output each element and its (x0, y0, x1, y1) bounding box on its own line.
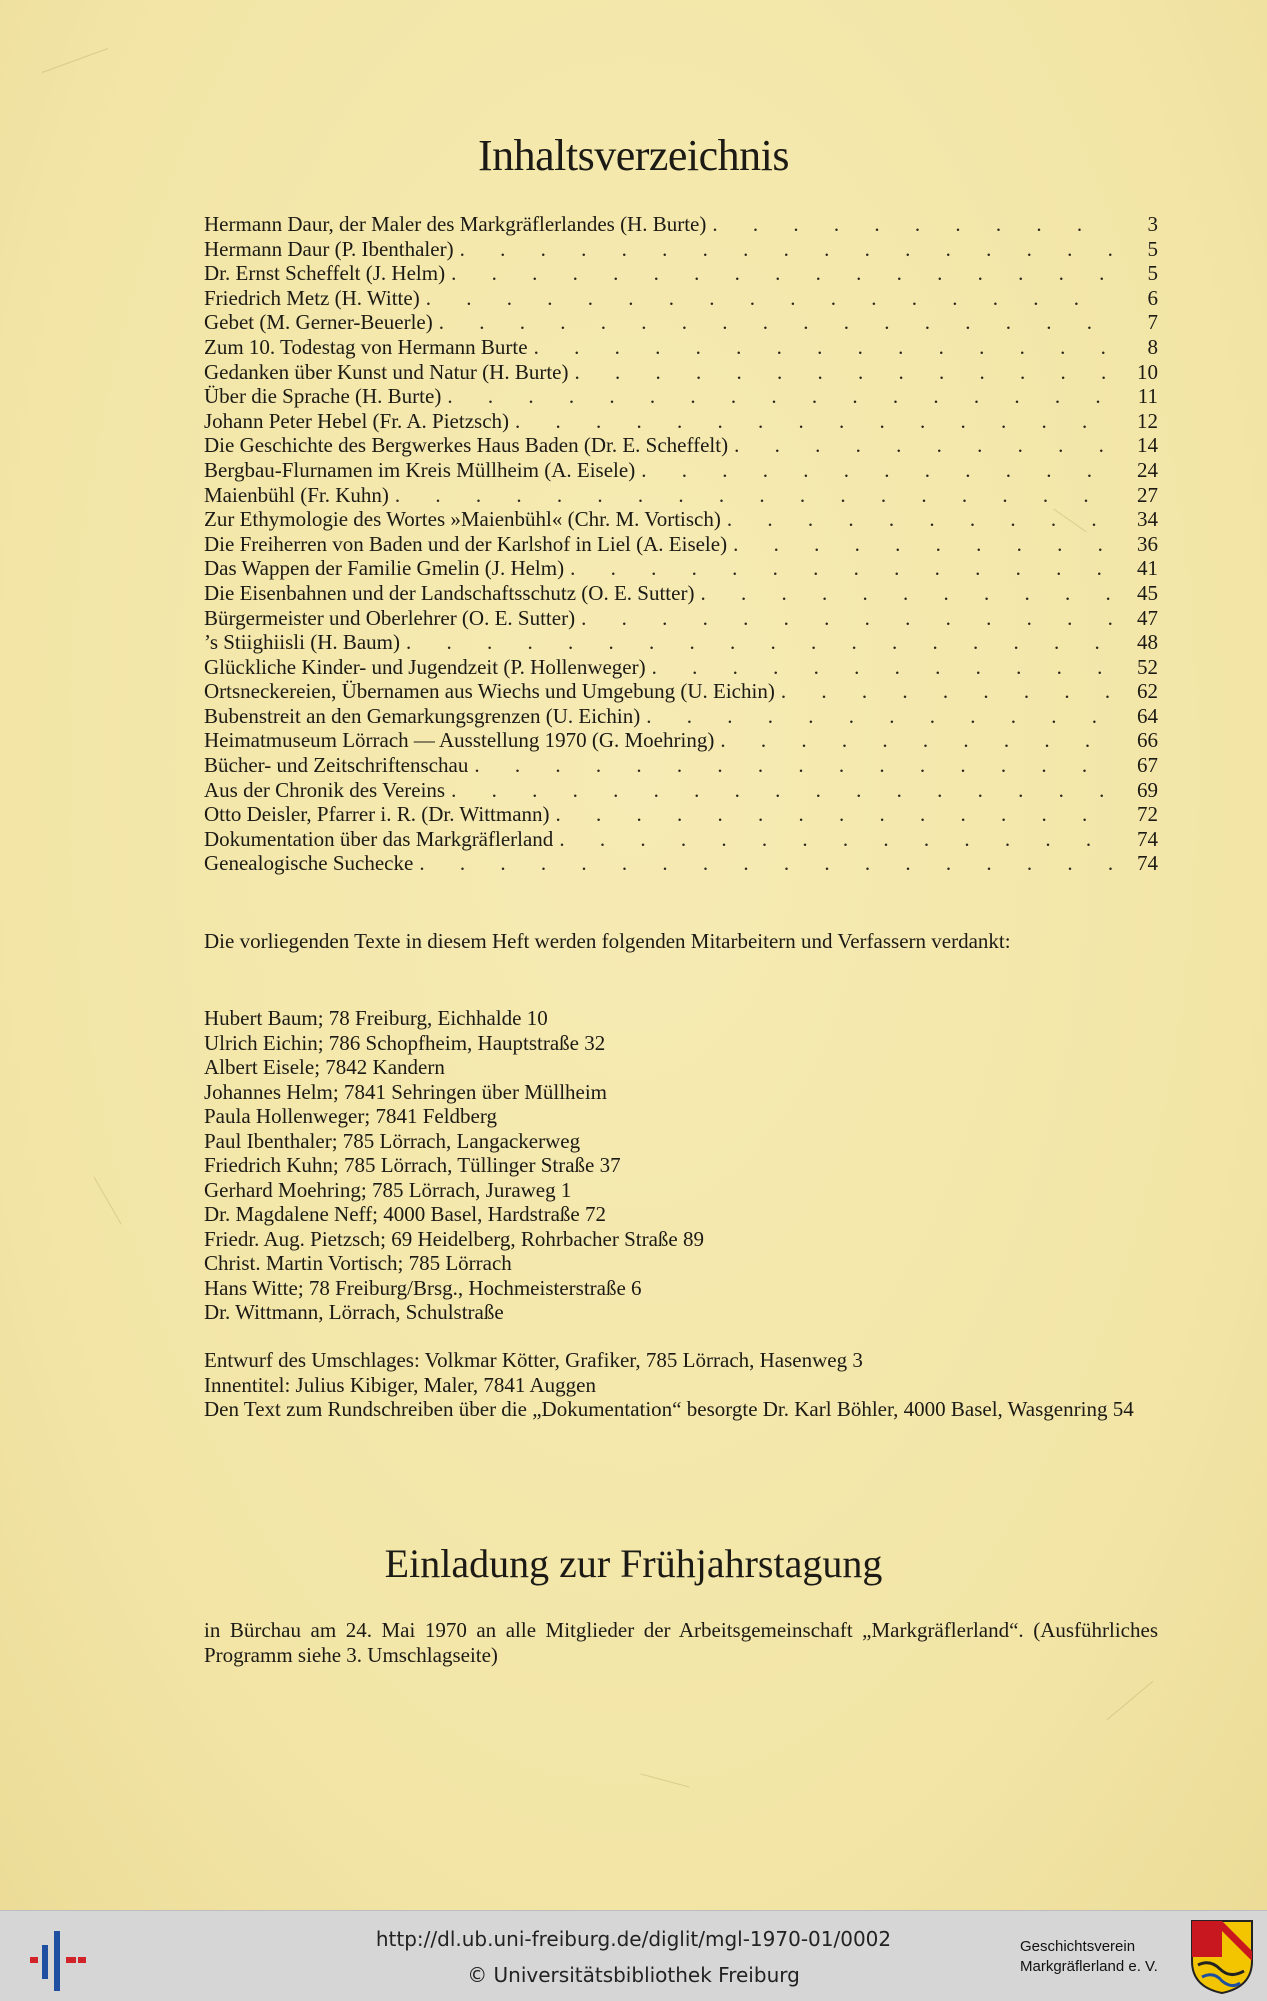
toc-entry-page: 41 (1137, 556, 1158, 581)
toc-entry-title: Bücher- und Zeitschriftenschau (204, 753, 469, 778)
toc-entry-page: 11 (1137, 384, 1158, 409)
toc-entry (204, 261, 1158, 286)
toc-leader-dots (406, 630, 1112, 655)
toc-entry (204, 851, 1158, 876)
toc-entry (204, 679, 1158, 704)
toc-entry (204, 237, 1158, 262)
paper-fiber (1107, 1681, 1154, 1720)
toc-leader-dots (439, 310, 1112, 335)
toc-leader-dots (426, 286, 1112, 311)
toc-title: Inhaltsverzeichnis (477, 131, 790, 180)
toc-leader-dots (451, 261, 1112, 286)
toc-entry-page: 7 (1147, 310, 1158, 335)
society-name (1020, 1937, 1158, 1977)
toc-entry-page: 74 (1137, 826, 1158, 851)
toc-entry-page: 74 (1137, 851, 1158, 876)
toc-entry-title: Friedrich Metz (H. Witte) (204, 285, 420, 310)
toc-entry (204, 753, 1158, 778)
contributors-intro: Die vorliegenden Texte in diesem Heft werden folgenden Mitarbeitern und Verfassern verdankt: (204, 929, 1011, 953)
toc-entry-page: 6 (1147, 285, 1158, 310)
toc-leader-dots (451, 778, 1112, 803)
toc-entry (204, 802, 1158, 827)
toc-entry-title: ’s Stiighiisli (H. Baum) (204, 630, 401, 655)
toc-entry (204, 532, 1158, 557)
copyright-notice: © Universitätsbibliothek Freiburg (467, 1963, 800, 1987)
toc-entry-title: Bürgermeister und Oberlehrer (O. E. Sutter) (204, 605, 576, 630)
table-of-contents (204, 212, 1158, 876)
contributor-line: Hubert Baum; 78 Freiburg, Eichhalde 10 (204, 1006, 548, 1030)
toc-entry-page: 27 (1137, 482, 1158, 507)
contributor-line: Friedr. Aug. Pietzsch; 69 Heidelberg, Rohrbacher Straße 89 (204, 1226, 705, 1251)
toc-leader-dots (447, 384, 1112, 409)
toc-leader-dots (652, 655, 1112, 680)
paper-fiber (93, 1176, 121, 1224)
paper-fiber (641, 1774, 690, 1788)
toc-entry-title: Dr. Ernst Scheffelt (J. Helm) (204, 261, 446, 286)
toc-entry (204, 458, 1158, 483)
toc-entry-title: Gebet (M. Gerner-Beuerle) (204, 310, 433, 335)
toc-entry-title: Hermann Daur, der Maler des Markgräflerlandes (H. Burte) (204, 212, 707, 236)
toc-entry-title: Über die Sprache (H. Burte) (204, 384, 442, 409)
contributor-line: Ulrich Eichin; 786 Schopfheim, Hauptstraße 32 (204, 1030, 606, 1055)
toc-entry (204, 704, 1158, 729)
contributor-line: Johannes Helm; 7841 Sehringen über Müllheim (204, 1079, 608, 1104)
toc-leader-dots (781, 679, 1112, 704)
toc-entry-page: 52 (1137, 654, 1158, 679)
toc-entry-page: 47 (1137, 605, 1158, 630)
toc-entry-page: 34 (1137, 507, 1158, 532)
contributor-line: Albert Eisele; 7842 Kandern (204, 1055, 445, 1079)
toc-leader-dots (395, 483, 1112, 508)
toc-entry (204, 630, 1158, 655)
toc-entry-title: Zur Ethymologie des Wortes »Maienbühl« (Chr. M. Vortisch) (204, 507, 721, 532)
toc-leader-dots (727, 507, 1112, 532)
toc-leader-dots (460, 237, 1112, 262)
toc-leader-dots (419, 851, 1112, 876)
toc-leader-dots (641, 458, 1112, 483)
toc-entry-page: 5 (1147, 261, 1158, 286)
toc-leader-dots (700, 581, 1112, 606)
cover-credit: Entwurf des Umschlages: Volkmar Kötter, Grafiker, 785 Lörrach, Hasenweg 3 (204, 1348, 863, 1372)
toc-entry-title: Gedanken über Kunst und Natur (H. Burte) (204, 359, 569, 384)
toc-entry-page: 67 (1137, 753, 1158, 778)
toc-entry (204, 507, 1158, 532)
toc-entry-title: Bubenstreit an den Gemarkungsgrenzen (U. Eichin) (204, 703, 641, 728)
toc-leader-dots (646, 704, 1112, 729)
contributor-line: Paula Hollenweger; 7841 Feldberg (204, 1104, 497, 1128)
toc-entry (204, 310, 1158, 335)
contributor-line: Dr. Wittmann, Lörrach, Schulstraße (204, 1300, 504, 1324)
toc-leader-dots (559, 827, 1112, 852)
toc-entry-page: 48 (1137, 630, 1158, 655)
toc-entry-title: Heimatmuseum Lörrach — Ausstellung 1970 (G. Moehring) (204, 728, 715, 753)
coat-of-arms-icon (1190, 1919, 1254, 1995)
toc-entry-title: Glückliche Kinder- und Jugendzeit (P. Hollenweger) (204, 654, 646, 679)
contributor-line: Dr. Magdalene Neff; 4000 Basel, Hardstraße 72 (204, 1202, 606, 1226)
toc-entry (204, 728, 1158, 753)
toc-entry (204, 606, 1158, 631)
toc-leader-dots (474, 753, 1112, 778)
toc-leader-dots (720, 728, 1112, 753)
toc-leader-dots (515, 409, 1112, 434)
toc-entry-page: 69 (1137, 777, 1158, 802)
toc-entry-page: 62 (1137, 679, 1158, 704)
toc-entry-page: 72 (1137, 802, 1158, 827)
toc-entry-title: Die Freiherren von Baden und der Karlshof in Liel (A. Eisele) (204, 531, 728, 556)
toc-leader-dots (575, 360, 1113, 385)
toc-entry-page: 12 (1137, 408, 1158, 433)
toc-entry-page: 5 (1147, 236, 1158, 261)
contributor-line: Hans Witte; 78 Freiburg/Brsg., Hochmeisterstraße 6 (204, 1275, 642, 1300)
toc-entry-title: Ortsneckereien, Übernamen aus Wiechs und Umgebung (U. Eichin) (204, 679, 775, 704)
toc-entry (204, 286, 1158, 311)
toc-leader-dots (712, 212, 1112, 237)
toc-entry-title: Aus der Chronik des Vereins (204, 777, 446, 802)
contributor-line: Paul Ibenthaler; 785 Lörrach, Langackerweg (204, 1128, 581, 1153)
toc-leader-dots (734, 433, 1112, 458)
toc-leader-dots (556, 802, 1112, 827)
contributors-list (204, 1006, 1158, 1325)
paper-fiber (42, 48, 108, 73)
contributor-line: Gerhard Moehring; 785 Lörrach, Juraweg 1 (204, 1177, 572, 1202)
toc-entry-title: Otto Deisler, Pfarrer i. R. (Dr. Wittmann) (204, 802, 550, 827)
toc-entry (204, 409, 1158, 434)
toc-entry-title: Maienbühl (Fr. Kuhn) (204, 482, 389, 507)
society-name-line1: Geschichtsverein (1020, 1938, 1136, 1955)
inner-title-credit: Innentitel: Julius Kibiger, Maler, 7841 Auggen (204, 1372, 597, 1397)
toc-entry-title: Zum 10. Todestag von Hermann Burte (204, 334, 528, 359)
toc-entry (204, 483, 1158, 508)
toc-entry-page: 45 (1137, 580, 1158, 605)
contributor-line: Friedrich Kuhn; 785 Lörrach, Tüllinger Straße 37 (204, 1153, 621, 1177)
toc-entry-title: Die Eisenbahnen und der Landschaftsschutz (O. E. Sutter) (204, 580, 695, 605)
toc-entry-page: 36 (1137, 531, 1158, 556)
toc-entry-title: Genealogische Suchecke (204, 851, 414, 876)
toc-entry-title: Das Wappen der Familie Gmelin (J. Helm) (204, 556, 565, 581)
toc-entry-page: 64 (1137, 703, 1158, 728)
toc-leader-dots (534, 335, 1112, 360)
toc-entry (204, 384, 1158, 409)
invitation-title: Einladung zur Frühjahrstagung (384, 1541, 883, 1586)
toc-entry-title: Die Geschichte des Bergwerkes Haus Baden (Dr. E. Scheffelt) (204, 433, 729, 458)
toc-entry (204, 335, 1158, 360)
toc-entry-title: Bergbau-Flurnamen im Kreis Müllheim (A. Eisele) (204, 457, 636, 482)
contributor-line: Christ. Martin Vortisch; 785 Lörrach (204, 1251, 512, 1275)
toc-entry (204, 778, 1158, 803)
society-name-line2: Markgräflerland e. V. (1020, 1958, 1158, 1975)
toc-entry (204, 433, 1158, 458)
permalink-url[interactable]: http://dl.ub.uni-freiburg.de/diglit/mgl-1970-01/0002 (375, 1927, 892, 1951)
toc-entry-page: 3 (1147, 212, 1158, 236)
toc-entry-title: Johann Peter Hebel (Fr. A. Pietzsch) (204, 408, 510, 433)
toc-leader-dots (570, 556, 1112, 581)
toc-entry (204, 655, 1158, 680)
library-footer (0, 1910, 1267, 2001)
invitation-text: in Bürchau am 24. Mai 1970 an alle Mitglieder der Arbeitsgemeinschaft „Markgräflerland“. (Ausführliches Programm siehe 3. Umschlagseite) (204, 1618, 1158, 1667)
circular-credit: Den Text zum Rundschreiben über die „Dokumentation“ besorgte Dr. Karl Böhler, 4000 Basel, Wasgenring 54 (204, 1397, 1134, 1421)
toc-entry-page: 14 (1137, 433, 1158, 458)
toc-entry-title: Dokumentation über das Markgräflerland (204, 826, 554, 851)
toc-entry-title: Hermann Daur (P. Ibenthaler) (204, 236, 454, 261)
toc-entry (204, 212, 1158, 237)
toc-entry-page: 10 (1137, 359, 1158, 384)
toc-entry (204, 360, 1158, 385)
credits (204, 1348, 1158, 1422)
toc-entry-page: 24 (1137, 457, 1158, 482)
toc-leader-dots (733, 532, 1112, 557)
toc-entry-page: 66 (1137, 728, 1158, 753)
toc-entry-page: 8 (1147, 334, 1158, 359)
toc-entry (204, 827, 1158, 852)
toc-entry (204, 581, 1158, 606)
toc-leader-dots (581, 606, 1112, 631)
toc-entry (204, 556, 1158, 581)
